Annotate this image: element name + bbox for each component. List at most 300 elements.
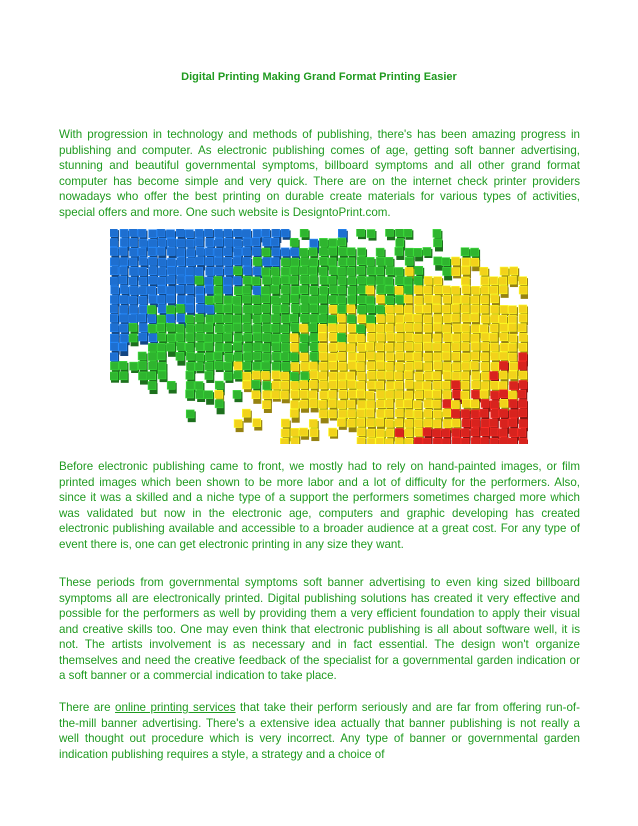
cube-face [243,305,251,313]
cube-face [405,410,413,418]
cube-face [167,276,175,284]
cube [423,247,433,258]
cube-face [404,277,412,285]
cube-face [149,334,157,342]
cube-face [338,372,346,380]
cube-face [481,419,489,427]
cube-face [310,296,318,304]
cube-face [204,229,212,237]
cube-face [243,324,251,332]
cube-face [348,380,356,388]
cube [337,286,347,297]
cube-face [319,362,327,370]
cube-face [396,352,404,360]
cube-face [329,381,337,389]
cube-face [414,428,422,436]
cube [167,323,177,334]
cube-face [328,410,336,418]
cube-face [318,400,326,408]
cube-face [414,296,422,304]
cube-face [129,267,137,275]
cube-face [243,276,251,284]
cube-face [405,380,413,388]
cube-face [205,324,213,332]
cube [471,438,481,444]
cube-face [195,229,203,237]
cube-face [461,333,469,341]
cube-face [471,428,479,436]
paragraph-1: With progression in technology and methods of publishing, there's has been amazing progress in publishing and computer. As electronic publishing comes of age, getting soft banner advertising, stunning and beautiful governmental symptoms, billboard symptoms and all other grand format computer has become simple and very quick. There are on the internet check printer providers nowadays who offer the best printing on durable create materials for various types of activities, special offers and more. One such website is DesigntoPrint.com. [59,128,580,219]
cube [432,400,442,411]
cube-face [481,286,489,294]
cube-face [423,286,431,294]
cube [176,352,186,365]
cube-face [252,380,260,388]
cube-face [243,229,251,237]
cube-face [471,305,479,313]
cube-face [337,418,345,426]
cube-face [338,305,346,313]
cube [442,352,452,364]
cube-face [110,277,117,285]
cube-face [195,238,203,246]
cube-face [252,247,260,255]
cube-face [519,381,527,389]
cube-face [491,362,499,370]
cube-face [480,438,488,444]
cube-face [471,296,479,304]
cube-face [461,343,469,351]
cube-face [300,380,308,388]
cube-face [423,428,431,436]
cube-face [519,286,527,294]
cube-face [253,267,261,275]
cube-face [272,362,280,370]
cube-face [508,315,516,323]
cube-face [519,438,527,444]
cube [376,438,386,444]
cube-face [424,419,432,427]
cube-face [491,410,499,418]
cube-face [214,286,222,294]
cube-face [148,382,156,390]
cube [367,230,377,241]
cube [309,400,319,413]
cube-face [461,324,469,332]
cube-face [158,268,166,276]
cube [471,400,481,411]
cube-face [271,296,279,304]
cube-face [518,428,526,436]
cube-face [376,295,384,303]
cube-face [385,439,393,444]
cube-face [252,295,260,303]
cube-face [376,353,384,361]
cube-face [471,352,479,360]
cube-face [443,409,451,417]
cube-face [243,381,251,389]
cube-face [129,229,137,236]
cube-face [348,390,356,398]
cube-face [376,371,384,379]
cube-face [271,391,279,399]
cube-face [385,371,393,379]
cube-face [358,401,366,409]
cube [120,324,129,335]
cube [347,400,357,411]
cube-face [395,324,403,332]
cube [205,371,215,383]
cube-face [500,267,508,275]
cube-face [167,267,175,275]
cube-face [139,257,147,265]
cube [490,352,500,363]
cube-face [366,342,374,350]
cube-face [110,334,118,342]
cube-face [261,314,269,322]
cube-face [263,324,271,332]
cube-face [196,247,204,255]
cube-face [442,429,450,437]
cube [509,418,518,429]
cube-face [481,343,489,351]
cube-face [518,324,526,332]
cube-face [376,418,384,426]
cube-face [167,247,175,255]
cube-face [176,304,184,312]
cube [186,410,196,422]
cube-face [138,248,146,256]
cube-face [337,296,345,304]
cube-face [206,267,214,275]
cube [500,305,510,316]
cube [233,390,243,402]
cube-face [481,382,489,390]
cube-face [500,419,508,427]
cube-face [148,315,156,323]
cube-face [196,304,204,312]
cube-face [480,296,488,304]
cube-face [395,247,403,255]
cube-face [366,296,374,304]
cube-face [129,315,137,323]
cube-face [462,258,470,266]
cube-face [413,352,421,360]
cube-face [309,248,317,256]
cube-face [329,362,337,370]
cube-face [252,391,260,399]
cube-face [148,276,156,284]
cube-face [157,315,165,323]
cube-face [310,343,318,351]
cube-face [319,410,327,418]
cube [395,438,405,444]
cube-face [462,285,470,293]
cube-face [337,267,345,275]
cube-face [300,353,308,361]
cube-face [119,343,127,351]
cube [471,352,481,363]
cube [328,410,338,421]
cube-face [223,362,231,370]
cube-face [461,429,469,437]
paragraph-2: Before electronic publishing came to front, we mostly had to rely on hand-painted images, or film printed images which been shown to be more labor and a lot of difficulty for the performers. Also, since it was a skilled and a niche type of a support the performers sometimes charged more which was validated but now in the electronic age, computers and graphic developing has created electronic publishing available and accessible to a broader audience at a great cost. For any type of event there is, one can get electronic printing in any size they want. [59,460,580,551]
cube-face [337,342,345,350]
cube-face [367,267,375,275]
cube-face [157,324,165,332]
cube [291,390,301,401]
cube-face [110,295,118,303]
cube-face [291,286,299,294]
cube-face [433,334,441,342]
cube-face [234,248,242,256]
cube [253,267,263,278]
cube-face [471,258,479,266]
cube-face [262,295,270,303]
cube-face [508,343,516,351]
cube-face [519,314,527,322]
cube-face [272,276,280,284]
cube [166,295,176,307]
cube-face [376,333,384,341]
pixel-cubes-illustration [110,229,528,444]
cube-face [491,391,499,399]
cube-face [357,266,365,274]
cube-face [433,381,441,389]
cube-face [442,343,450,351]
cube-face [272,334,280,342]
cube [319,381,329,392]
cube [158,371,168,382]
cube-face [110,342,118,350]
cube-face [215,400,223,408]
cube-face [253,257,261,265]
cube-face [424,295,432,303]
cube-face [348,296,356,304]
cube [167,381,177,393]
cube [271,391,281,402]
cube [376,418,386,430]
cube-face [396,239,404,247]
cube-face [148,257,156,265]
cube-face [405,362,413,370]
cube [310,429,320,441]
cube-face [395,362,403,370]
cube [214,257,224,268]
cube-face [129,323,137,331]
cube-face [452,419,460,427]
cube-face [452,363,460,371]
cube-face [223,286,231,294]
cube-face [489,419,497,427]
cube [130,362,140,373]
cube-face [280,334,288,342]
cube [272,352,282,363]
cube-face [319,352,327,360]
cube-face [290,372,298,380]
cube-face [319,295,327,303]
cube [300,428,310,440]
cube-face [395,277,403,285]
cube-face [290,248,298,256]
cube-face [281,325,289,333]
cube [491,295,501,307]
cube-face [519,371,527,379]
cube-face [206,315,214,323]
cube-face [366,391,374,399]
cube-face [243,344,251,352]
cube-face [405,438,413,444]
cube-face [443,295,451,303]
cube-face [262,344,270,352]
cube-face [281,362,289,370]
cube-face [138,372,146,380]
cube-face [233,342,241,350]
cube-face [414,276,422,284]
cube [319,410,329,424]
cube-face [376,324,384,332]
cube [148,276,158,287]
cube-face [405,314,413,322]
cube-face [234,362,242,370]
cube-face [280,438,288,444]
cube [415,391,425,402]
cube-face [233,257,241,265]
cube-face [404,229,412,237]
cube-face [414,438,422,444]
cube-face [300,276,308,284]
cube-face [215,304,223,312]
cube-face [470,314,478,322]
cube-face [453,324,461,332]
cube-face [262,401,270,409]
cube-face [433,323,441,331]
cube-face [309,362,317,370]
cube-face [224,324,232,332]
cube-face [348,324,356,332]
cube-face [214,361,222,369]
cube-face [377,286,385,294]
cube-face [205,296,213,304]
cube-face [119,247,127,255]
cube-face [318,315,326,323]
cube-face [215,381,223,389]
cube-face [300,428,308,436]
cube-face [214,276,222,284]
cube-face [263,258,271,266]
cube-face [139,287,147,295]
cube-face [338,410,346,418]
cube-face [405,342,413,350]
cube [196,353,206,364]
cube-face [396,315,404,323]
cube-face [443,400,451,408]
cube-face [367,305,375,313]
cube [452,268,462,279]
cube-face [443,363,451,371]
cube-face [395,305,403,313]
cube [253,315,262,326]
cube-face [328,324,336,332]
cube-face [471,438,479,444]
cube-face [262,333,270,341]
cube-face [309,267,317,275]
cube-face [385,277,393,285]
cube-face [119,372,127,380]
cube-face [452,381,460,389]
cube-face [376,400,384,408]
cube-face [281,429,289,437]
cube-face [452,257,460,265]
cube-face [177,342,185,350]
cube-face [395,409,403,417]
cube-face [291,390,299,398]
cube-face [300,267,308,275]
cube-face [243,372,251,380]
cube [376,333,386,344]
cube [139,333,149,345]
cube-face [301,362,309,370]
cube-face [472,372,480,380]
cube-face [185,276,193,284]
cube-face [424,409,432,417]
cube [385,229,395,240]
cube-face [357,418,365,426]
cube-face [149,230,157,238]
cube-face [386,333,394,341]
cube [480,438,490,444]
cube-face [499,361,507,369]
cube [423,438,433,444]
paragraph-4-intro: There are [59,701,116,714]
cube-face [452,268,460,276]
cube-face [376,381,384,389]
cube-face [224,344,232,352]
cube-face [404,323,412,331]
cube-face [481,372,489,380]
cube [337,418,347,429]
cube-face [205,277,213,285]
cube-face [205,334,213,342]
cube-face [376,305,384,313]
cube-face [224,257,232,265]
cube-face [347,267,355,275]
cube-face [452,334,460,342]
cube [443,267,453,280]
cube [119,247,129,259]
cube-face [357,229,365,236]
cube-face [186,371,194,379]
cube-face [176,333,184,341]
cube-face [367,438,375,444]
cube-face [432,372,440,380]
cube-face [252,371,260,379]
online-printing-services-link[interactable]: online printing services [115,701,236,714]
cube-face [414,343,422,351]
cube [205,391,215,405]
cube-face [423,438,431,444]
cube [167,247,177,258]
cube-face [499,286,507,294]
cube-face [385,391,393,399]
cube-face [328,276,336,284]
cube-face [280,305,288,313]
cube-face [149,295,157,303]
cube [234,420,244,433]
cube-face [158,305,166,313]
cube-face [432,304,440,312]
cube-face [110,239,117,247]
